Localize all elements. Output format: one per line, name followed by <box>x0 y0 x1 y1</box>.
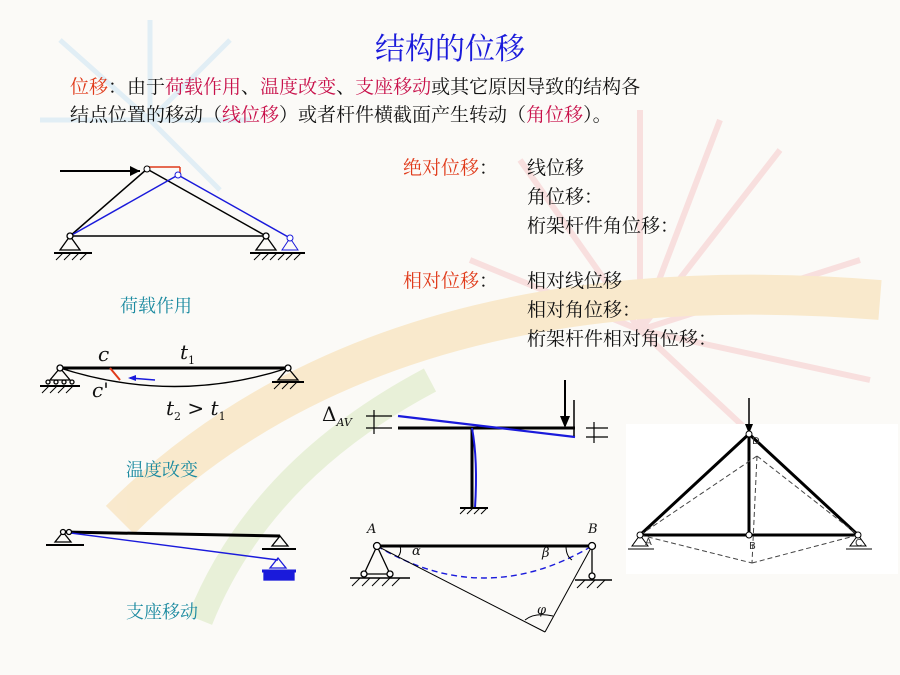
caption-load: 荷载作用 <box>120 296 192 317</box>
absolute-item: 角位移： <box>527 186 604 208</box>
cause-temperature: 温度改变 <box>260 76 337 98</box>
relative-item: 相对线位移 <box>527 270 623 292</box>
absolute-item: 线位移 <box>527 157 585 179</box>
absolute-label: 绝对位移 <box>403 157 480 179</box>
absolute-colon: ： <box>479 157 499 179</box>
t1-subscript: 1 <box>218 410 226 423</box>
beam-label-alpha: α <box>412 544 421 559</box>
definition-text: 结点位置的移动（ <box>70 104 223 126</box>
truss-label-d: D <box>752 436 760 447</box>
t1-symbol: t <box>210 396 219 420</box>
angular-displacement-term: 角位移 <box>526 104 584 126</box>
truss-label-a: A <box>645 537 652 548</box>
sep: 、 <box>241 76 261 98</box>
page-title: 结构的位移 <box>375 32 525 67</box>
definition-term: 位移 <box>70 76 109 98</box>
sep: 、 <box>336 76 356 98</box>
linear-displacement-term: 线位移 <box>222 104 280 126</box>
beam-label-beta: β <box>542 546 550 561</box>
relative-item: 相对角位移： <box>527 299 642 321</box>
truss-label-c: C <box>855 538 862 549</box>
t1-symbol: t <box>180 340 189 364</box>
truss-label-b: B <box>749 541 756 552</box>
beam-label-phi: φ <box>537 603 547 618</box>
caption-support: 支座移动 <box>126 602 198 623</box>
caption-temperature: 温度改变 <box>126 460 198 481</box>
definition-colon: ：由于 <box>108 76 166 98</box>
beam-label-b: B <box>588 522 598 537</box>
cause-load: 荷载作用 <box>165 76 242 98</box>
label-c-prime: c' <box>92 378 109 402</box>
gt-symbol: > <box>187 396 205 420</box>
absolute-item: 桁架杆件角位移： <box>527 215 680 237</box>
delta-symbol: Δ <box>322 402 337 426</box>
beam-label-a: A <box>367 522 377 537</box>
definition-text: 或其它原因导致的结构各 <box>431 76 641 98</box>
label-c: c <box>98 342 110 366</box>
relative-label: 相对位移 <box>403 270 480 292</box>
definition-text: ）或者杆件横截面产生转动（ <box>279 104 527 126</box>
definition-text: ）。 <box>583 104 612 126</box>
relative-colon: ： <box>479 270 499 292</box>
delta-subscript: AV <box>336 416 352 429</box>
t2-symbol: t <box>166 396 175 420</box>
relative-item: 桁架杆件相对角位移： <box>527 328 718 350</box>
t2-subscript: 2 <box>174 410 182 423</box>
cause-support: 支座移动 <box>355 76 432 98</box>
t1-subscript: 1 <box>188 354 196 367</box>
